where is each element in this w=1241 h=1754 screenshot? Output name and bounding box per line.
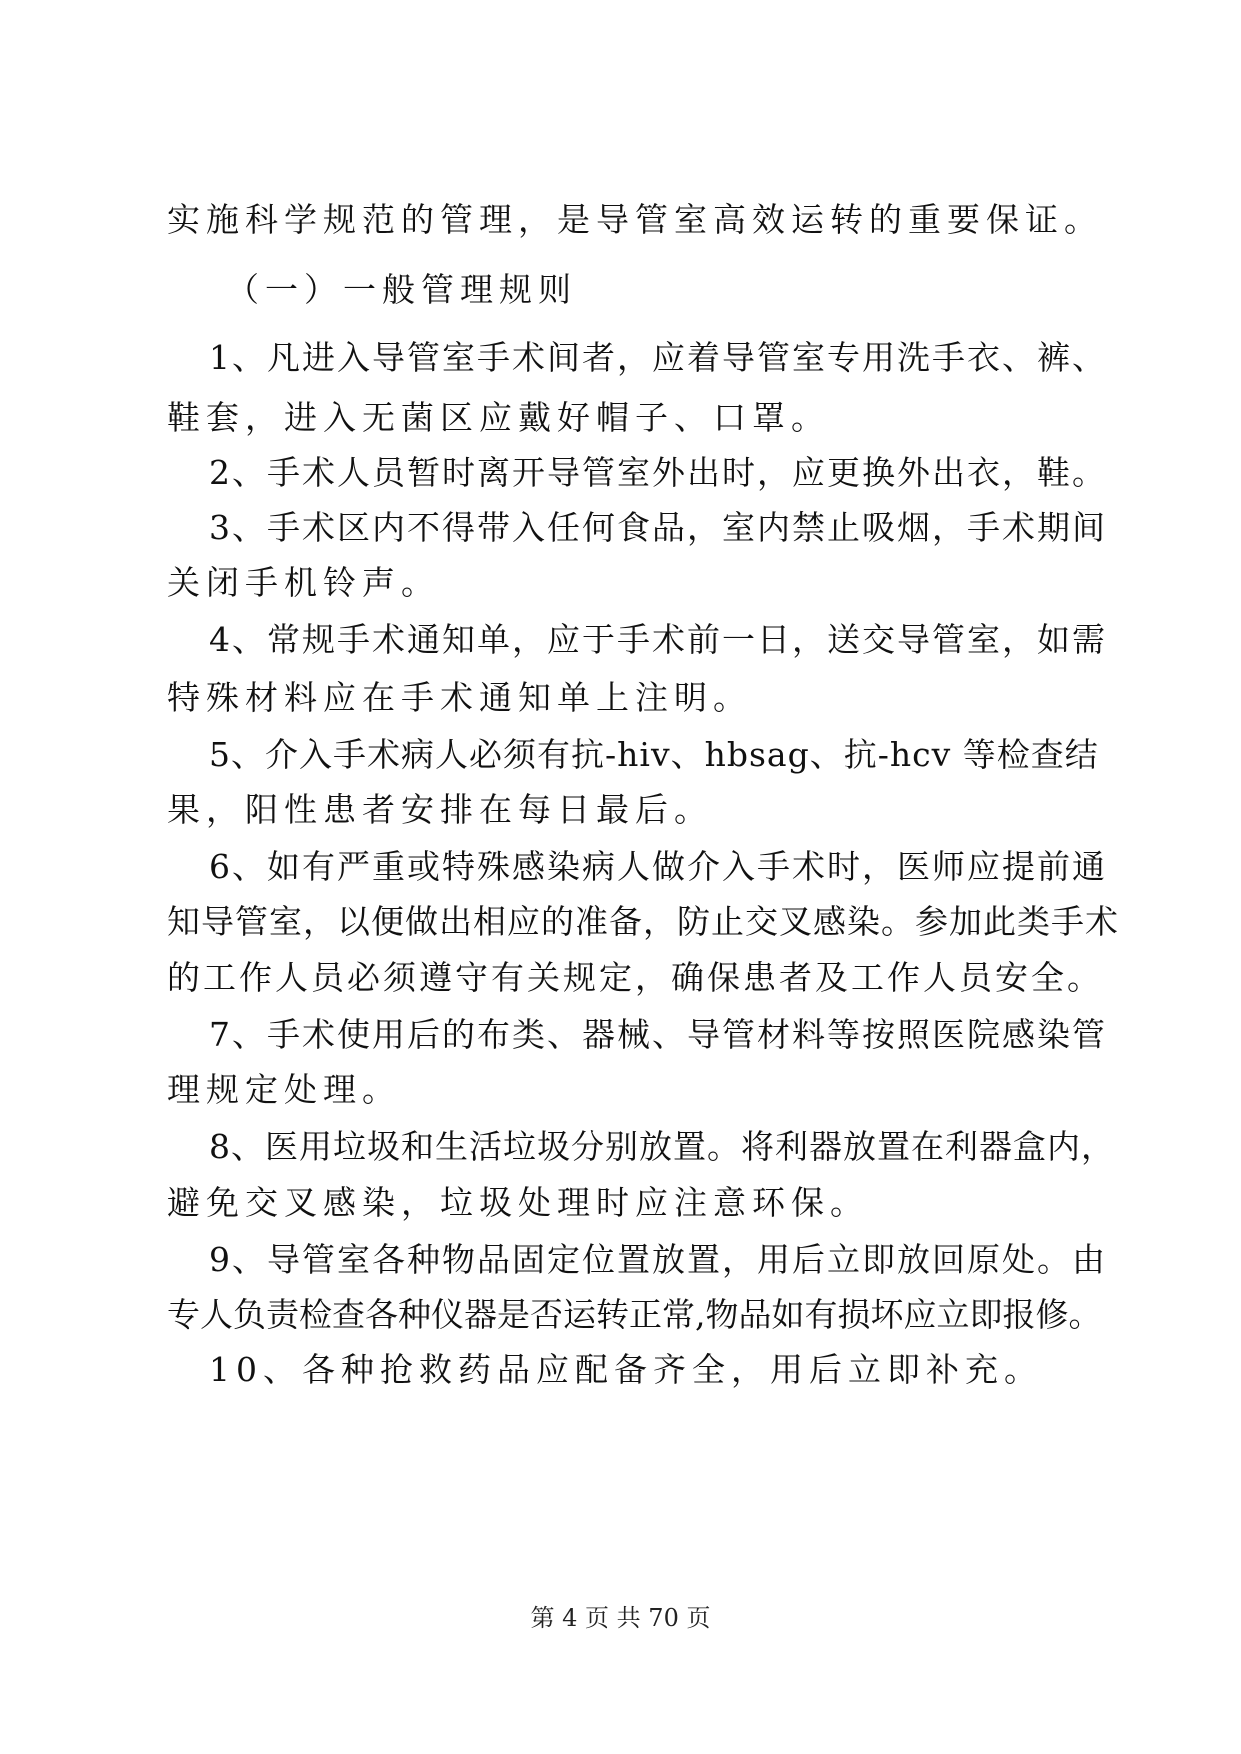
rule-item-2: 2、手术人员暂时离开导管室外出时，应更换外出衣，鞋。 (209, 453, 1107, 492)
rule-item-10: 10、各种抢救药品应配备齐全，用后立即补充。 (209, 1350, 1043, 1389)
body-line: 专人负责检查各种仪器是否运转正常,物品如有损坏应立即报修。 (167, 1295, 1102, 1334)
body-line: 关闭手机铃声。 (167, 563, 440, 602)
rule-item-5: 5、介入手术病人必须有抗-hiv、hbsag、抗-hcv 等检查结 (209, 735, 1099, 774)
page-number-footer: 第 4 页 共 70 页 (530, 1604, 711, 1632)
body-line: 知导管室，以便做出相应的准备，防止交叉感染。参加此类手术 (167, 902, 1119, 941)
body-line: 果，阳性患者安排在每日最后。 (167, 790, 713, 829)
body-line: 鞋套，进入无菌区应戴好帽子、口罩。 (167, 398, 830, 437)
body-line: 避免交叉感染，垃圾处理时应注意环保。 (167, 1183, 869, 1222)
rule-item-3: 3、手术区内不得带入任何食品，室内禁止吸烟，手术期间 (209, 508, 1107, 547)
rule-item-4: 4、常规手术通知单，应于手术前一日，送交导管室，如需 (209, 620, 1107, 659)
rule-item-1: 1、凡进入导管室手术间者，应着导管室专用洗手衣、裤、 (209, 338, 1107, 377)
rule-item-8: 8、医用垃圾和生活垃圾分别放置。将利器放置在利器盒内， (209, 1127, 1115, 1166)
body-line: 特殊材料应在手术通知单上注明。 (167, 678, 752, 717)
rule-item-7: 7、手术使用后的布类、器械、导管材料等按照医院感染管 (209, 1015, 1107, 1054)
rule-item-9: 9、导管室各种物品固定位置放置，用后立即放回原处。由 (209, 1240, 1107, 1279)
body-line: 实施科学规范的管理，是导管室高效运转的重要保证。 (167, 200, 1103, 239)
rule-item-6: 6、如有严重或特殊感染病人做介入手术时，医师应提前通 (209, 847, 1107, 886)
body-line: 理规定处理。 (167, 1070, 401, 1109)
body-line: 的工作人员必须遵守有关规定，确保患者及工作人员安全。 (167, 958, 1103, 997)
section-heading: （一）一般管理规则 (226, 270, 577, 309)
